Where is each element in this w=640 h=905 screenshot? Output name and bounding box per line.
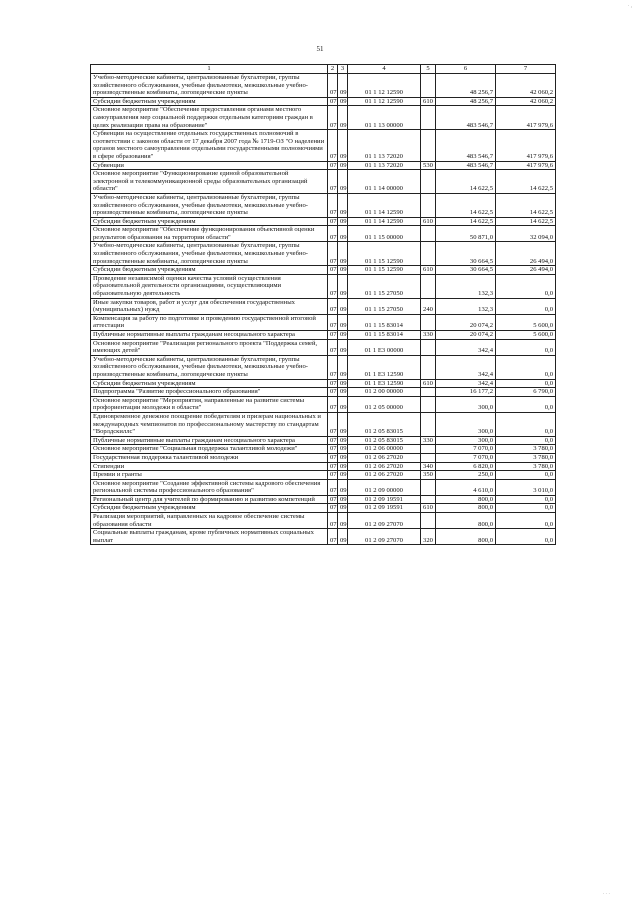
row-target-article: 01 1 13 00000 [348, 106, 421, 130]
row-amount-year2: 0,0 [496, 379, 556, 388]
row-name: Основное мероприятие "Обеспечение функционирования объективной оценки результатов образования на территории области" [91, 226, 328, 242]
table-row [91, 471, 556, 480]
row-expense-type: 610 [421, 379, 436, 388]
row-expense-type [421, 445, 436, 454]
row-section: 07 [328, 412, 338, 436]
row-subsection: 09 [338, 396, 348, 412]
row-amount-year1: 483 546,7 [436, 161, 496, 170]
row-name: Компенсация за работу по подготовке и проведению государственной итоговой аттестации [91, 314, 328, 330]
table-row [91, 314, 556, 330]
scan-mark-bottom: · · · [602, 892, 610, 897]
row-amount-year1: 20 074,2 [436, 331, 496, 340]
row-target-article: 01 1 E3 00000 [348, 339, 421, 355]
row-target-article: 01 2 06 27020 [348, 453, 421, 462]
row-subsection: 09 [338, 462, 348, 471]
row-subsection: 09 [338, 97, 348, 106]
row-amount-year2: 417 979,6 [496, 161, 556, 170]
row-name: Подпрограмма "Развитие профессионального образования" [91, 388, 328, 397]
row-target-article: 01 2 05 83015 [348, 412, 421, 436]
row-target-article: 01 2 06 00000 [348, 445, 421, 454]
row-amount-year1: 4 610,0 [436, 479, 496, 495]
row-amount-year1: 30 664,5 [436, 266, 496, 275]
table-row [91, 412, 556, 436]
column-header: 5 [421, 65, 436, 74]
row-subsection: 09 [338, 130, 348, 161]
row-expense-type [421, 193, 436, 217]
row-amount-year1: 483 546,7 [436, 106, 496, 130]
row-amount-year1: 300,0 [436, 412, 496, 436]
row-amount-year2: 3 780,0 [496, 462, 556, 471]
row-target-article: 01 1 15 27050 [348, 274, 421, 298]
row-expense-type [421, 412, 436, 436]
page-number: 51 [316, 45, 324, 53]
row-amount-year1: 50 871,0 [436, 226, 496, 242]
row-section: 07 [328, 453, 338, 462]
row-amount-year1: 342,4 [436, 379, 496, 388]
row-section: 07 [328, 355, 338, 379]
row-amount-year1: 6 820,0 [436, 462, 496, 471]
row-expense-type [421, 453, 436, 462]
row-amount-year2: 0,0 [496, 339, 556, 355]
row-name: Основное мероприятие "Обеспечение предоставления органами местного самоуправления мер социальной поддержки отдельным категориям граждан в целях реализации права на образование" [91, 106, 328, 130]
row-amount-year2: 26 494,0 [496, 242, 556, 266]
row-amount-year2: 42 060,2 [496, 97, 556, 106]
row-subsection: 09 [338, 471, 348, 480]
row-subsection: 09 [338, 266, 348, 275]
row-expense-type [421, 388, 436, 397]
row-section: 07 [328, 226, 338, 242]
row-amount-year2: 417 979,6 [496, 106, 556, 130]
row-amount-year2: 0,0 [496, 298, 556, 314]
row-section: 07 [328, 462, 338, 471]
row-section: 07 [328, 274, 338, 298]
row-amount-year2: 6 790,0 [496, 388, 556, 397]
row-expense-type [421, 130, 436, 161]
row-amount-year2: 14 622,5 [496, 193, 556, 217]
row-name: Субсидии бюджетным учреждениям [91, 266, 328, 275]
table-row [91, 388, 556, 397]
row-subsection: 09 [338, 226, 348, 242]
row-amount-year1: 800,0 [436, 495, 496, 504]
row-amount-year2: 0,0 [496, 274, 556, 298]
row-name: Иные закупки товаров, работ и услуг для обеспечения государственных (муниципальных) нужд [91, 298, 328, 314]
table-row [91, 479, 556, 495]
row-target-article: 01 1 15 83014 [348, 331, 421, 340]
row-amount-year1: 7 070,0 [436, 445, 496, 454]
row-expense-type [421, 314, 436, 330]
row-name: Субвенции на осуществление отдельных государственных полномочий в соответствии с законом области от 17 декабря 2007 года № 1719-ОЗ "О наделении органов местного самоуправления отдельными государственными полномочиями в сфере образования" [91, 130, 328, 161]
row-section: 07 [328, 170, 338, 194]
row-target-article: 01 2 09 00000 [348, 479, 421, 495]
row-target-article: 01 2 09 19591 [348, 504, 421, 513]
row-expense-type: 340 [421, 462, 436, 471]
row-subsection: 09 [338, 74, 348, 98]
row-target-article: 01 1 15 83014 [348, 314, 421, 330]
row-name: Государственная поддержка талантливой молодежи [91, 453, 328, 462]
row-name: Субсидии бюджетным учреждениям [91, 379, 328, 388]
row-target-article: 01 1 13 72020 [348, 130, 421, 161]
row-target-article: 01 2 06 27020 [348, 471, 421, 480]
table-row [91, 355, 556, 379]
row-amount-year1: 16 177,2 [436, 388, 496, 397]
table-row [91, 504, 556, 513]
row-amount-year1: 800,0 [436, 504, 496, 513]
row-section: 07 [328, 314, 338, 330]
row-amount-year1: 800,0 [436, 529, 496, 545]
column-header: 1 [91, 65, 328, 74]
row-section: 07 [328, 242, 338, 266]
row-section: 07 [328, 479, 338, 495]
table-row [91, 462, 556, 471]
row-expense-type: 530 [421, 161, 436, 170]
table-row [91, 226, 556, 242]
row-section: 07 [328, 445, 338, 454]
row-target-article: 01 1 12 12590 [348, 74, 421, 98]
row-subsection: 09 [338, 495, 348, 504]
row-section: 07 [328, 504, 338, 513]
table-row [91, 445, 556, 454]
row-target-article: 01 1 15 00000 [348, 226, 421, 242]
row-amount-year1: 14 622,5 [436, 193, 496, 217]
row-target-article: 01 1 15 12590 [348, 266, 421, 275]
row-amount-year1: 342,4 [436, 355, 496, 379]
row-target-article: 01 1 14 12590 [348, 193, 421, 217]
row-target-article: 01 1 E3 12590 [348, 379, 421, 388]
row-target-article: 01 2 06 27020 [348, 462, 421, 471]
row-amount-year1: 48 256,7 [436, 74, 496, 98]
row-expense-type [421, 242, 436, 266]
row-amount-year2: 3 010,0 [496, 479, 556, 495]
row-section: 07 [328, 74, 338, 98]
table-row [91, 106, 556, 130]
table-row [91, 130, 556, 161]
row-section: 07 [328, 130, 338, 161]
row-amount-year1: 300,0 [436, 436, 496, 445]
row-name: Учебно-методические кабинеты, централизованные бухгалтерии, группы хозяйственного обслуживания, учебные фильмотеки, межшкольные учебно-производственные комбинаты, логопедические пункты [91, 355, 328, 379]
row-name: Субвенции [91, 161, 328, 170]
row-subsection: 09 [338, 331, 348, 340]
table-row [91, 339, 556, 355]
table-row [91, 161, 556, 170]
table-row [91, 217, 556, 226]
row-expense-type [421, 396, 436, 412]
row-amount-year2: 14 622,5 [496, 217, 556, 226]
row-name: Субсидии бюджетным учреждениям [91, 97, 328, 106]
row-section: 07 [328, 513, 338, 529]
row-name: Региональный центр для учителей по формированию и развитию компетенций [91, 495, 328, 504]
row-amount-year1: 14 622,5 [436, 217, 496, 226]
row-amount-year1: 800,0 [436, 513, 496, 529]
row-subsection: 09 [338, 314, 348, 330]
row-expense-type: 320 [421, 529, 436, 545]
row-target-article: 01 2 05 00000 [348, 396, 421, 412]
row-section: 07 [328, 106, 338, 130]
row-name: Реализация мероприятий, направленных на кадровое обеспечение системы образования области [91, 513, 328, 529]
row-name: Основное мероприятие "Социальная поддержка талантливой молодежи" [91, 445, 328, 454]
row-amount-year2: 0,0 [496, 396, 556, 412]
row-subsection: 09 [338, 355, 348, 379]
row-amount-year1: 48 256,7 [436, 97, 496, 106]
row-subsection: 09 [338, 106, 348, 130]
row-name: Социальные выплаты гражданам, кроме публичных нормативных социальных выплат [91, 529, 328, 545]
row-subsection: 09 [338, 513, 348, 529]
row-section: 07 [328, 396, 338, 412]
row-amount-year2: 3 780,0 [496, 445, 556, 454]
row-amount-year1: 14 622,5 [436, 170, 496, 194]
row-subsection: 09 [338, 529, 348, 545]
table-row [91, 298, 556, 314]
row-name: Основное мероприятие "Мероприятия, направленные на развитие системы профориентации молодежи в области" [91, 396, 328, 412]
row-amount-year2: 0,0 [496, 529, 556, 545]
row-amount-year2: 0,0 [496, 513, 556, 529]
table-row [91, 396, 556, 412]
row-amount-year1: 132,3 [436, 274, 496, 298]
row-expense-type [421, 495, 436, 504]
row-name: Основное мероприятие "Создание эффективной системы кадрового обеспечения региональной системы профессионального образования" [91, 479, 328, 495]
table-row [91, 274, 556, 298]
row-amount-year2: 0,0 [496, 495, 556, 504]
row-amount-year2: 0,0 [496, 412, 556, 436]
row-section: 07 [328, 266, 338, 275]
row-name: Премии и гранты [91, 471, 328, 480]
row-expense-type [421, 74, 436, 98]
row-amount-year2: 0,0 [496, 436, 556, 445]
row-target-article: 01 2 00 00000 [348, 388, 421, 397]
row-amount-year1: 483 546,7 [436, 130, 496, 161]
row-expense-type [421, 355, 436, 379]
row-section: 07 [328, 436, 338, 445]
table-header-row [91, 65, 556, 74]
row-section: 07 [328, 495, 338, 504]
row-target-article: 01 1 E3 12590 [348, 355, 421, 379]
row-target-article: 01 2 09 19591 [348, 495, 421, 504]
row-subsection: 09 [338, 379, 348, 388]
row-name: Стипендии [91, 462, 328, 471]
table-row [91, 331, 556, 340]
row-amount-year1: 132,3 [436, 298, 496, 314]
row-name: Единовременное денежное поощрение победителям и призерам национальных и международных чемпионатов по профессиональному мастерству по стандартам "Ворлдскиллс" [91, 412, 328, 436]
row-amount-year2: 42 060,2 [496, 74, 556, 98]
row-target-article: 01 1 15 12590 [348, 242, 421, 266]
table-row [91, 495, 556, 504]
row-amount-year1: 30 664,5 [436, 242, 496, 266]
row-name: Публичные нормативные выплаты гражданам несоциального характера [91, 436, 328, 445]
column-header: 7 [496, 65, 556, 74]
row-expense-type: 350 [421, 471, 436, 480]
row-subsection: 09 [338, 453, 348, 462]
table-row [91, 379, 556, 388]
table-body [91, 74, 556, 545]
row-name: Основное мероприятие "Реализация регионального проекта "Поддержка семей, имеющих детей" [91, 339, 328, 355]
scan-mark-top: · , [627, 4, 632, 9]
row-amount-year2: 0,0 [496, 471, 556, 480]
row-name: Субсидии бюджетным учреждениям [91, 504, 328, 513]
row-expense-type: 330 [421, 436, 436, 445]
row-subsection: 09 [338, 193, 348, 217]
row-amount-year2: 417 979,6 [496, 130, 556, 161]
table-row [91, 242, 556, 266]
row-target-article: 01 1 14 12590 [348, 217, 421, 226]
row-target-article: 01 1 14 00000 [348, 170, 421, 194]
row-name: Учебно-методические кабинеты, централизованные бухгалтерии, группы хозяйственного обслуживания, учебные фильмотеки, межшкольные учебно-производственные комбинаты, логопедические пункты [91, 74, 328, 98]
column-header: 3 [338, 65, 348, 74]
row-name: Учебно-методические кабинеты, централизованные бухгалтерии, группы хозяйственного обслуживания, учебные фильмотеки, межшкольные учебно-производственные комбинаты, логопедические пункты [91, 242, 328, 266]
row-expense-type [421, 479, 436, 495]
row-amount-year1: 300,0 [436, 396, 496, 412]
row-target-article: 01 1 13 72020 [348, 161, 421, 170]
row-subsection: 09 [338, 445, 348, 454]
row-amount-year2: 0,0 [496, 355, 556, 379]
row-expense-type [421, 274, 436, 298]
row-expense-type: 330 [421, 331, 436, 340]
budget-table [90, 64, 556, 545]
row-section: 07 [328, 298, 338, 314]
row-target-article: 01 2 09 27070 [348, 513, 421, 529]
table-row [91, 266, 556, 275]
table-row [91, 453, 556, 462]
row-subsection: 09 [338, 217, 348, 226]
row-amount-year2: 5 600,0 [496, 331, 556, 340]
row-target-article: 01 1 12 12590 [348, 97, 421, 106]
table-row [91, 97, 556, 106]
row-name: Учебно-методические кабинеты, централизованные бухгалтерии, группы хозяйственного обслуживания, учебные фильмотеки, межшкольные учебно-производственные комбинаты, логопедические пункты [91, 193, 328, 217]
row-subsection: 09 [338, 274, 348, 298]
table-row [91, 74, 556, 98]
table-row [91, 513, 556, 529]
row-subsection: 09 [338, 412, 348, 436]
row-subsection: 09 [338, 242, 348, 266]
row-expense-type: 610 [421, 504, 436, 513]
table-row [91, 193, 556, 217]
row-subsection: 09 [338, 298, 348, 314]
table-row [91, 436, 556, 445]
row-subsection: 09 [338, 504, 348, 513]
row-amount-year1: 342,4 [436, 339, 496, 355]
row-name: Основное мероприятие "Функционирование единой образовательной электронной и телекоммуникационной среды образовательных организаций области" [91, 170, 328, 194]
column-header: 6 [436, 65, 496, 74]
row-amount-year1: 250,0 [436, 471, 496, 480]
row-section: 07 [328, 379, 338, 388]
row-amount-year2: 14 622,5 [496, 170, 556, 194]
row-section: 07 [328, 339, 338, 355]
row-expense-type: 610 [421, 97, 436, 106]
row-amount-year1: 20 074,2 [436, 314, 496, 330]
row-amount-year2: 26 494,0 [496, 266, 556, 275]
row-expense-type: 610 [421, 217, 436, 226]
row-name: Субсидии бюджетным учреждениям [91, 217, 328, 226]
row-subsection: 09 [338, 479, 348, 495]
row-subsection: 09 [338, 339, 348, 355]
row-section: 07 [328, 471, 338, 480]
row-amount-year2: 3 780,0 [496, 453, 556, 462]
row-amount-year2: 5 600,0 [496, 314, 556, 330]
row-subsection: 09 [338, 388, 348, 397]
row-expense-type: 240 [421, 298, 436, 314]
table-row [91, 170, 556, 194]
row-subsection: 09 [338, 161, 348, 170]
row-expense-type [421, 339, 436, 355]
row-amount-year1: 7 070,0 [436, 453, 496, 462]
row-amount-year2: 32 094,0 [496, 226, 556, 242]
row-target-article: 01 2 05 83015 [348, 436, 421, 445]
row-expense-type [421, 226, 436, 242]
row-section: 07 [328, 217, 338, 226]
row-section: 07 [328, 97, 338, 106]
row-expense-type [421, 513, 436, 529]
row-name: Публичные нормативные выплаты гражданам несоциального характера [91, 331, 328, 340]
row-amount-year2: 0,0 [496, 504, 556, 513]
row-section: 07 [328, 388, 338, 397]
row-subsection: 09 [338, 436, 348, 445]
row-target-article: 01 2 09 27070 [348, 529, 421, 545]
row-expense-type [421, 106, 436, 130]
row-section: 07 [328, 529, 338, 545]
row-section: 07 [328, 193, 338, 217]
row-name: Проведение независимой оценки качества условий осуществления образовательной деятельности организациями, осуществляющими образовательную деятельность [91, 274, 328, 298]
row-target-article: 01 1 15 27050 [348, 298, 421, 314]
row-expense-type: 610 [421, 266, 436, 275]
row-section: 07 [328, 161, 338, 170]
row-expense-type [421, 170, 436, 194]
row-subsection: 09 [338, 170, 348, 194]
column-header: 2 [328, 65, 338, 74]
column-header: 4 [348, 65, 421, 74]
table-row [91, 529, 556, 545]
row-section: 07 [328, 331, 338, 340]
